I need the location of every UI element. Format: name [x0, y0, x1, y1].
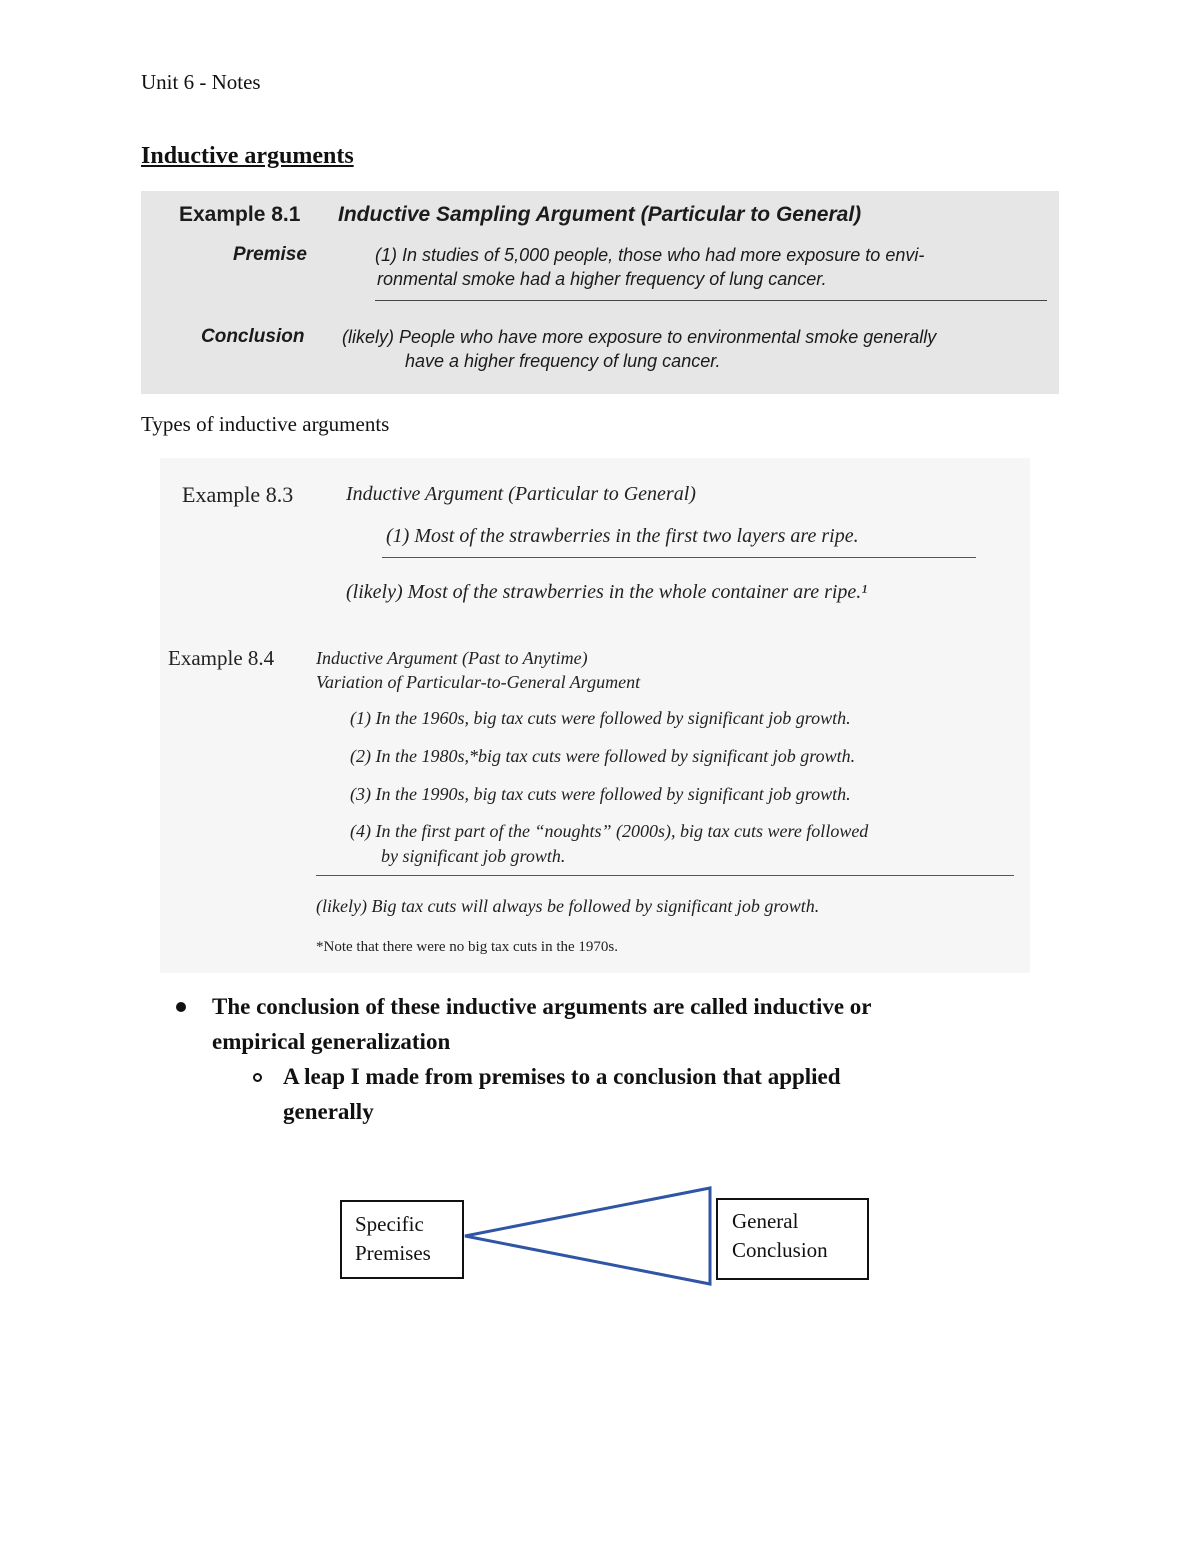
- conclusion-line-1: (likely) People who have more exposure to environmental smoke generally: [342, 327, 937, 347]
- example-8-4-footnote: *Note that there were no big tax cuts in the 1970s.: [316, 939, 619, 955]
- general-conclusion-box: [716, 1198, 869, 1280]
- example-8-4-premise-4-line-1: (4) In the first part of the “noughts” (2000s), big tax cuts were followed: [350, 821, 869, 841]
- example-8-4-title-line-1: Inductive Argument (Past to Anytime): [316, 648, 588, 668]
- specific-premises-line-2: Premises: [355, 1241, 431, 1265]
- conclusion-label: Conclusion: [201, 326, 305, 347]
- bullet-main-line-2: empirical generalization: [212, 1029, 451, 1054]
- premise-line-1: (1) In studies of 5,000 people, those who had more exposure to envi-: [375, 245, 925, 265]
- section-heading: Inductive arguments: [141, 143, 354, 169]
- example-8-4-conclusion: (likely) Big tax cuts will always be followed by significant job growth.: [316, 896, 820, 916]
- types-heading: Types of inductive arguments: [141, 412, 390, 436]
- example-8-4-premise-4-line-2: by significant job growth.: [381, 846, 566, 866]
- example-8-3-title: Inductive Argument (Particular to General): [346, 483, 696, 505]
- example-8-1-title: Inductive Sampling Argument (Particular to General): [338, 203, 862, 226]
- example-8-4-premise-2: (2) In the 1980s,*big tax cuts were followed by significant job growth.: [350, 746, 856, 766]
- example-8-4-label: Example 8.4: [168, 646, 275, 670]
- specific-premises-box: [340, 1200, 464, 1279]
- premise-label: Premise: [233, 244, 307, 265]
- bullet-main-line-1: The conclusion of these inductive arguments are called inductive or: [212, 994, 872, 1019]
- example-8-1-label: Example 8.1: [179, 203, 301, 226]
- example-8-3-premise: (1) Most of the strawberries in the first two layers are ripe.: [386, 525, 859, 547]
- general-conclusion-line-1: General: [732, 1209, 799, 1233]
- bullet-sub-line-2: generally: [283, 1099, 374, 1124]
- bullet-sub-line-1: A leap I made from premises to a conclusion that applied: [283, 1064, 841, 1089]
- example-8-4-premise-3: (3) In the 1990s, big tax cuts were followed by significant job growth.: [350, 784, 851, 804]
- page-header: Unit 6 - Notes: [141, 70, 261, 94]
- example-8-3-conclusion: (likely) Most of the strawberries in the whole container are ripe.¹: [346, 581, 868, 603]
- example-8-4-title-line-2: Variation of Particular-to-General Argument: [316, 672, 641, 692]
- conclusion-line-2: have a higher frequency of lung cancer.: [405, 351, 721, 371]
- specific-premises-line-1: Specific: [355, 1212, 424, 1236]
- general-conclusion-line-2: Conclusion: [732, 1238, 828, 1262]
- premise-line-2: ronmental smoke had a higher frequency of lung cancer.: [377, 269, 827, 289]
- example-8-4-premise-1: (1) In the 1960s, big tax cuts were followed by significant job growth.: [350, 708, 851, 728]
- example-8-3-label: Example 8.3: [182, 482, 294, 507]
